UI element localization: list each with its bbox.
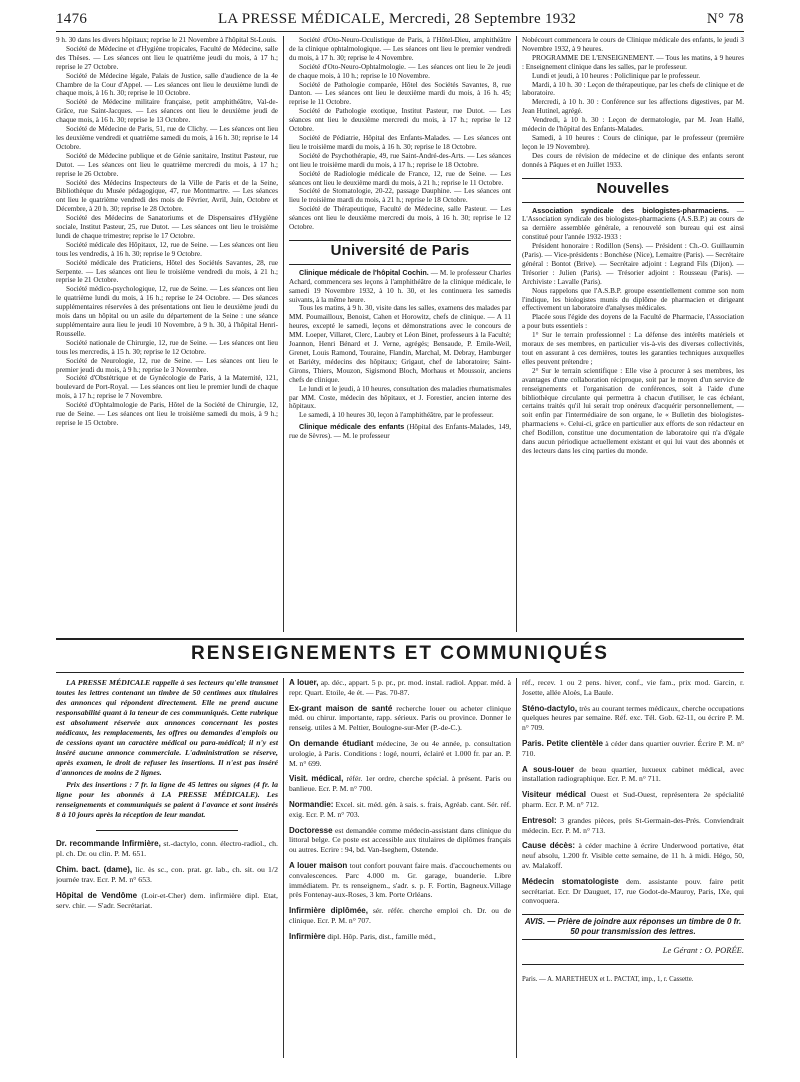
ad-heading: On demande étudiant [289, 738, 374, 748]
paragraph: Président honoraire : Rodillon (Sens). — Président : Ch.-O. Guillaumin (Paris). — Vice-présidents : Bonchèse (Nice), Lemaitre (Paris). — Secrétaire général : Bontot (Brive). — Secrétaire adjoint : Legrand Fils (Dijon). — Trésorier : Julien (Paris). — Trésorier adjoint : Rousseau (Paris). — Archiviste : Lavalle (Paris). [522, 242, 744, 286]
column-2 [289, 36, 511, 636]
ad-text: de beau quartier, luxueux cabinet médical, avec installation radiographique. Ecr. P. M. n° 711. [522, 764, 744, 784]
ad-heading: Sténo-dactylo, [522, 703, 578, 713]
classified-ad [289, 932, 511, 942]
ad-heading: Visit. médical, [289, 774, 344, 784]
section-rule [522, 178, 744, 179]
column-divider [283, 36, 284, 632]
paragraph: Société de Stomatologie, 20-22, passage Dauphine. — Les séances ont lieu le troisième mardi du mois, à 21 h.; reprise le 18 Octobre. [289, 187, 511, 205]
ad-text: dem. assistante pouv. faire petit secrétariat. Ecr. Dr Dauguet, 17, rue Godot-de-Mauroy, Paris, IXe, qui convoquera. [522, 876, 744, 906]
classified-ad [289, 678, 511, 698]
page-number: 1476 [56, 11, 88, 27]
ad-text: à céder dans quartier ouvrier. Écrire P. M. n° 710. [522, 738, 744, 758]
column-divider [516, 36, 517, 632]
paragraph: Société d'Obstétrique et de Gynécologie de Paris, à la Maternité, 121, boulevard de Port-Royal. — Les séances ont lieu le premier lundi de chaque mois, à 17 h.; reprise le 7 Novembre. [56, 374, 278, 401]
classified-ad [289, 906, 511, 926]
ad-text: très au courant termes médicaux, cherche occupations quelques heures par semaine. Réf. exc. Tél. Gob. 62-11, ou écrire P. M. n° 709. [522, 703, 744, 733]
ad-heading: A louer, [289, 678, 319, 687]
assoc-heading: Association syndicale des biologistes-pharmaciens. [532, 205, 729, 215]
paragraph: Société de Neurologie, 12, rue de Seine. — Les séances ont lieu le premier jeudi du mois, à 9 h.; reprise le 3 Novembre. [56, 356, 278, 374]
classified-ad [289, 774, 511, 794]
ad-heading: Doctoresse [289, 825, 333, 835]
paragraph: Vendredi, à 10 h. 30 : Leçon de dermatologie, par M. Jean Hallé, médecin de l'hôpital des Enfants-Malades. [522, 116, 744, 134]
classified-ad [289, 739, 511, 768]
enfants-heading: Clinique médicale des enfants [299, 422, 405, 432]
ad-text: Excel. sit. méd. gén. à sais. s. frais, Agréab. cant. Sér. réf. exig. Ecr. P. M. n° 703. [289, 799, 511, 819]
classified-ad [56, 865, 278, 885]
ad-text: lic. ès sc., con. prat. gr. lab., ch. sit. ou 1/2 journée trav. Ecr. P. M. n° 653. [56, 865, 278, 884]
classified-ad [522, 790, 744, 810]
paragraph: Société médicale des Hôpitaux, 12, rue de Seine. — Les séances ont lieu tous les vendredis, à 16 h. 30; reprise le 9 Octobre. [56, 240, 278, 258]
issue-number: N° 78 [706, 11, 744, 27]
paragraph: 9 h. 30 dans les divers hôpitaux; reprise le 21 Novembre à l'hôpital St-Louis. [56, 36, 277, 44]
paragraph: Société de Médecine et d'Hygiène tropicales, Faculté de Médecine, salle des Thèses. — Les séances ont lieu le quatrième jeudi du mois, à 17 h.; reprise le 27 Octobre. [56, 44, 278, 71]
ad-heading: Entresol: [522, 815, 557, 825]
paragraph: 2° Sur le terrain scientifique : Elle vise à procurer à ses membres, les avantages d'une collaboration réciproque, soit par le moyen d'un service de renseignements et l'organisation de conférences, soit à l'aide d'une bibliothèque circulante qui permettra à chacun d'utiliser, le cas échéant, certains traités qu'il lui serait trop onéreux d'acquérir personnellement, — soit enfin par l'intermédiaire de son organe, le « Bulletin des biologistes-pharmaciens ». Celui-ci, grâce en particulier aux efforts de son rédacteur en chef Bodillon, constitue une documentation de laboratoire qui n'a d'égale dans aucun périodique actuellement existant et qui lui vaut des abonnés et des lecteurs dans les cinq parties du monde. [522, 366, 744, 455]
ad-heading: Hôpital de Vendôme [56, 891, 138, 900]
classified-ad [522, 877, 744, 906]
header-rule [56, 31, 744, 32]
classified-ad [522, 765, 744, 785]
section-divider [56, 672, 744, 673]
ad-heading: Cause décès: [522, 841, 576, 851]
ad-heading: Visiteur médical [522, 790, 586, 800]
paragraph: Société des Médecins Inspecteurs de la Ville de Paris et de la Seine, Bibliothèque du Musée pédagogique, 47, rue Montmartre. — Les séances ont lieu le quatrième vendredi des mois de Février, Avril, Juin, Octobre et Décembre, à 20 h. 30; reprise le 28 Octobre. [56, 178, 278, 214]
section-rule [522, 914, 744, 915]
paragraph: Société de Pathologie exotique, Institut Pasteur, rue Dutot. — Les séances ont lieu le deuxième mercredi du mois, à 17 h.; reprise le 12 Octobre. [289, 107, 511, 134]
paragraph: Société d'Oto-Neuro-Oculistique de Paris, à l'Hôtel-Dieu, amphithéâtre de la clinique ophtalmologique. — Les séances ont lieu le premier vendredi du mois, à 17 h. 30; reprise le 4 Novembre. [289, 36, 511, 62]
ad-text: Ouest et Sud-Ouest, représentera 2e spécialité pharm. Ecr. P. M. n° 712. [522, 790, 744, 809]
gerant-signature: Le Gérant : O. PORÉE. [662, 945, 744, 956]
ad-heading: Ex-grant maison de santé [289, 703, 393, 713]
ad-heading: Dr. recommande Infirmière, [56, 839, 161, 848]
section-divider [56, 638, 744, 640]
cochin-heading: Clinique médicale de l'hôpital Cochin. [299, 267, 429, 277]
column-1 [56, 36, 278, 636]
paragraph: 1° Sur le terrain professionnel : La défense des intérêts matériels et moraux de ses membres, en particulier vis-à-vis des diverses collectivités, tout en assurant à ces dernières, toutes les garanties techniques auxquelles elles peuvent prétendre ; [522, 331, 744, 366]
column-divider [283, 678, 284, 1058]
section-rule [289, 240, 511, 241]
section-rule [522, 939, 744, 940]
renseignements-column-3 [522, 678, 744, 1078]
paragraph: Société de Médecine militaire française, petit amphithéâtre, Val-de-Grâce, rue Saint-Jacques. — Les séances ont lieu le deuxième jeudi de chaque mois, à 16 h. 30; reprise le 13 Octobre. [56, 98, 278, 125]
nouvelles-heading: Nouvelles [596, 179, 670, 197]
ad-text: ap. déc., appart. 5 p. pr., pr. mod. instal. radiol. Appar. méd. à repr. Quart. Etoile, 4e ét. — Pas. 70-87. [289, 678, 511, 697]
ad-text: est demandée comme médecin-assistant dans clinique du littoral belge. Ce poste est accessible aux titulaires de diplômes français ou autres. Ecrire : 94, bd. Van-Iseghem, Ostende. [289, 825, 511, 855]
classified-ad [522, 841, 744, 870]
paragraph: Société nationale de Chirurgie, 12, rue de Seine. — Les séances ont lieu tous les mercredis, à 15 h. 30; reprise le 12 Octobre. [56, 338, 278, 356]
paragraph: Nous rappelons que l'A.S.B.P. groupe essentiellement comme son nom l'indique, les biologistes munis du diplôme de pharmacien et dirigeant effectivement un laboratoire d'analyses médicales. [522, 286, 744, 313]
paragraph: Société de Psychothérapie, 49, rue Saint-André-des-Arts. — Les séances ont lieu le troisième mardi du mois, à 17 h.; reprise le 18 Octobre. [289, 151, 511, 169]
paragraph: — L'Association syndicale des biologistes-pharmaciens (A.S.B.P.) au cours de sa dernière assemblée générale, a renouvelé son bureau qui est ainsi constitué pour l'année 1932-1933 : [522, 206, 744, 242]
paragraph: Tous les matins, à 9 h. 30, visite dans les salles, examens des malades par MM. Poumailloux, Benoist, Cahen et Horowitz, chefs de clinique. — A 11 heures, excepté le samedi, leçons et démonstrations avec le concours de MM. Loeper, Villaret, Clerc, Laubry et Léon Binet, professeurs à la Faculté; Joannon, Henri Bénard et J. Verne, agrégés; Bensaude, P. Emile-Weil, Grenet, Louis Ramond, Touraine, Flandin, Marchal, M. Debray, Hamburger et Bariéty, médecins des hôpitaux; Grigaut, chef de laboratoire; Saint-Girons, Thiers, Mouzon, Sigismond Bloch, Morhaus et Moussoir, anciens chefs de clinique. [289, 304, 511, 384]
paragraph: Société de Radiologie médicale de France, 12, rue de Seine. — Les séances ont lieu le deuxième mardi du mois, à 21 h.; reprise le 11 Octobre. [289, 169, 511, 187]
paragraph: Lundi et jeudi, à 10 heures : Policlinique par le professeur. [532, 71, 701, 80]
paragraph: (Hôpital des Enfants-Malades, 149, rue de Sèvres). — M. le professeur [289, 423, 511, 441]
ad-heading: Médecin stomatologiste [522, 876, 619, 886]
renseignements-column-2 [289, 678, 511, 1078]
ad-text: dipl. Hôp. Paris, dist., famille méd., [327, 931, 436, 941]
paragraph: Société de Médecine légale, Palais de Justice, salle d'audience de la 4e Chambre de la Cour d'Appel. — Les séances ont lieu le deuxième lundi de chaque mois, à 16 h. 30; reprise le 10 Octobre. [56, 71, 278, 98]
renseignements-column-1 [56, 678, 278, 1078]
paragraph: Société de Pédiatrie, Hôpital des Enfants-Malades. — Les séances ont lieu le troisième mardi du mois, à 16 h. 30; reprise le 18 Octobre. [289, 133, 511, 151]
page-header [56, 4, 744, 28]
classified-ad [522, 816, 744, 836]
journal-title: LA PRESSE MÉDICALE, Mercredi, 28 Septembre 1932 [217, 11, 577, 27]
paragraph: Société d'Oto-Neuro-Ophtalmologie. — Les séances ont lieu le 2e jeudi de chaque mois, à 10 h.; reprise le 10 Novembre. [289, 62, 511, 80]
paragraph: Société d'Ophtalmologie de Paris, Hôtel de la Société de Chirurgie, 12, rue de Seine. — Les séances ont lieu le troisième samedi du mois, à 9 h.; reprise le 15 Octobre. [56, 401, 278, 427]
paragraph: Nobécourt commencera le cours de Clinique médicale des enfants, le jeudi 3 Novembre 1932, à 9 heures. [522, 36, 744, 53]
renseignements-heading: RENSEIGNEMENTS ET COMMUNIQUÉS [191, 643, 609, 664]
ad-heading: Normandie: [289, 799, 334, 809]
section-rule [96, 830, 238, 831]
paragraph: — M. le professeur Charles Achard, commencera ses leçons à l'amphithéâtre de la clinique médicale, le samedi 19 Novembre 1932, à 10 h. 30, et les continuera les samedis suivants, à la même heure. [289, 268, 511, 304]
ad-text: à céder machine à écrire Underwood portative, état neuf absolu, 1.200 fr. Visible cette semaine, de 11 h. à midi. Hégo, 50, av. Malakoff. [522, 841, 744, 870]
classified-ad [289, 861, 511, 900]
ad-text: médecine, 3e ou 4e année, p. consultation urologie, à Paris. Conditions : logé, nourri, éclairé et 1.000 fr. par an. P. M. n° 699. [289, 738, 511, 768]
classified-ad [56, 891, 278, 911]
ad-heading: A louer maison [289, 860, 348, 870]
paragraph: Société des Médecins de Sanatoriums et de Dispensaires d'Hygiène sociale, Institut Pasteur, 25, rue Dutot. — Les séances ont lieu le troisième lundi de chaque trimestre; reprise le 17 Octobre. [56, 214, 278, 240]
notice-prices: Prix des insertions : 7 fr. la ligne de 45 lettres ou signes (4 fr. la ligne pour les abonnés à LA PRESSE MÉDICALE). Les renseignements et communiqués se paient à l'avance et sont insérés 8 à 10 jours après la réception de leur mandat. [56, 780, 278, 819]
classified-ad [289, 800, 511, 820]
paragraph: Société de Thérapeutique, Faculté de Médecine, salle Pasteur. — Les séances ont lieu le deuxième mercredi du mois, à 16 h. 30; reprise le 12 Octobre. [289, 205, 511, 232]
classified-ad [56, 839, 278, 859]
column-3 [522, 36, 744, 636]
section-rule [522, 202, 744, 203]
paragraph: Mercredi, à 10 h. 30 : Conférence sur les affections digestives, par M. Jean Hutinel, agrégé. [522, 98, 744, 116]
paragraph: Le samedi, à 10 heures 30, leçon à l'amphithéâtre, par le professeur. [299, 411, 494, 420]
notice-intro: LA PRESSE MÉDICALE rappelle à ses lecteurs qu'elle transmet toutes les lettres contenant un timbre de 50 centimes aux titulaires des annonces qui répondent directement. Elle ne prend aucune responsabilité quant à la teneur de ces communiqués. Cette rubrique est absolument réservée aux annonces concernant les postes médicaux, les remplacements, les offres ou demandes d'emplois ou de cessions ayant un caractère médical ou para-médical; il n'y est inséré aucune annonce commerciale. L'administration se réserve, après examen, le droit de refuser les insertions. Il n'est pas inséré d'annonces de moins de 2 lignes. [56, 678, 278, 777]
paragraph: Société de Médecine de Paris, 51, rue de Clichy. — Les séances ont lieu les deuxième vendredi et quatrième samedi du mois, à 16 h. 30; reprise le 14 Octobre. [56, 125, 278, 151]
paragraph: Société de Pathologie comparée, Hôtel des Sociétés Savantes, 8, rue Danton. — Les séances ont lieu le deuxième mardi du mois, à 16 h. 45; reprise le 11 Octobre. [289, 80, 511, 107]
paragraph: Société médicale des Praticiens, Hôtel des Sociétés Savantes, 28, rue Serpente. — Les séances ont lieu le troisième vendredi du mois, à 21 h.; reprise le 21 Octobre. [56, 258, 278, 285]
paragraph: Des cours de révision de médecine et de clinique des enfants seront donnés à Pâques et en Juillet 1933. [522, 151, 744, 169]
paragraph: Samedi, à 10 heures : Cours de clinique, par le professeur (première leçon le 19 Novembre). [522, 133, 744, 151]
paragraph: Société médico-psychologique, 12, rue de Seine. — Les séances ont lieu le quatrième lundi du mois, à 16 h.; reprise le 24 Octobre. — Des séances supplémentaires réservées à des présentations ont lieu le deuxième jeudi du mois dans un hôpital ou un asile du département de la Seine : une séance supplémentaire aura lieu le jeudi 10 Novembre, à 9 h. 30, à l'hôpital Henri-Rousselle. [56, 285, 278, 338]
classified-ad [522, 704, 744, 733]
section-rule [289, 264, 511, 265]
classified-ad [522, 739, 744, 759]
ad-text: réf., recev. 1 ou 2 pens. hiver, conf., vie fam., prix mod. Garcin, r. Josette, allée Aloès, La Baule. [522, 678, 744, 697]
ad-heading: Chim. bact. (dame), [56, 865, 133, 874]
ad-text: (Loir-et-Cher) dem. infirmière dipl. Etat, serv. chir. — S'adr. Secrétariat. [56, 891, 278, 910]
classified-ad [289, 826, 511, 855]
ad-text: 3 grandes pièces, près St-Germain-des-Prés. Conviendrait médecin. Ecr. P. M. n° 713. [522, 815, 744, 835]
section-rule [522, 964, 744, 965]
ad-heading: Infirmière diplômée, [289, 906, 368, 916]
ad-text: référ. 1er ordre, cherche spécial. à présent. Paris ou banlieue. Ecr. P. M. n° 700. [289, 774, 511, 794]
universite-heading: Université de Paris [330, 241, 470, 259]
column-divider [516, 678, 517, 1058]
printer-line: Paris. — A. MARETHEUX et L. PACTAT, imp., 1, r. Cassette. [522, 975, 694, 983]
ad-text: st.-dactylo, conn. électro-radiol., ch. pl. ch. Dr. ou clin. P. M. 651. [56, 839, 278, 858]
ad-text: sér. référ. cherche emploi ch. Dr. ou de clinique. Ecr. P. M. n° 707. [289, 906, 511, 925]
avis-notice: AVIS. — Prière de joindre aux réponses un timbre de 0 fr. 50 pour transmission des lettres. [524, 917, 742, 937]
paragraph: PROGRAMME DE L'ENSEIGNEMENT. — Tous les matins, à 9 heures : Enseignement clinique dans les salles, par le professeur. [522, 53, 744, 71]
paragraph: Mardi, à 10 h. 30 : Leçon de thérapeutique, par les chefs de clinique et de laboratoire. [522, 80, 744, 98]
ad-text: tout confort pouvant faire mais. d'accouchements ou convalescences. Parc 4.000 m. Gr. garage, buanderie. Libre immédiatem. Pr. ts renseignem., s'adr. s. p. F. Fortin, Bagneux.Village près Fontenay-aux-Roses, 3 km. Porte Orléans. [289, 860, 511, 900]
classified-ad [289, 704, 511, 733]
ad-heading: A sous-louer [522, 764, 574, 774]
classified-ad [522, 678, 744, 698]
ad-heading: Infirmière [289, 931, 326, 941]
paragraph: Société de Médecine publique et de Génie sanitaire, Institut Pasteur, rue Dutot. — Les séances ont lieu le quatrième mercredi du mois, à 17 h.; reprise le 26 Octobre. [56, 151, 278, 178]
paragraph: Le lundi et le jeudi, à 10 heures, consultation des maladies rhumatismales par MM. Coste, médecin des hôpitaux, et J. Forestier, ancien interne des hôpitaux. [289, 384, 511, 411]
ad-text: recherche louer ou acheter clinique méd. ou chirur. importante, rapp. sérieux. Paris ou province. Donner le renseig. utiles à M. Peltier, Boulogne-sur-Mer (P.-de-C.). [289, 703, 511, 733]
paragraph: Placée sous l'égide des doyens de la Faculté de Pharmacie, l'Association a pour buts essentiels : [522, 313, 744, 331]
ad-heading: Paris. Petite clientèle [522, 738, 603, 748]
